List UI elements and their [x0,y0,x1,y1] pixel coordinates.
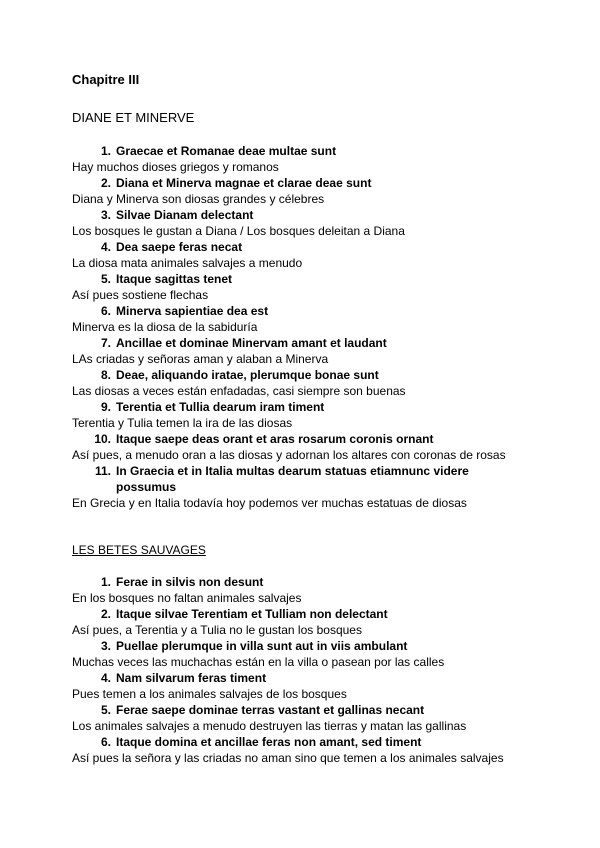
list-item [72,143,532,175]
latin-text: Ferae saepe dominae terras vastant et gallinas necant [116,703,425,717]
latin-sentence [72,367,532,383]
latin-sentence [72,670,532,686]
item-number: 11. [94,464,111,478]
item-number: 6. [100,735,111,749]
latin-text: Terentia et Tullia dearum iram timent [116,400,325,414]
item-number: 4. [100,671,111,685]
list-item [72,702,532,734]
list-item [72,574,532,606]
item-number: 4. [100,240,111,254]
latin-sentence [72,239,532,255]
latin-text: Itaque silvae Terentiam et Tulliam non delectant [116,607,388,621]
translation-text: LAs criadas y señoras aman y alaban a Minerva [72,352,329,366]
latin-text: Itaque domina et ancillae feras non amant, sed timent [116,735,422,749]
latin-text: Deae, aliquando iratae, plerumque bonae sunt [116,368,379,382]
latin-sentence [72,638,532,654]
latin-sentence [72,734,532,750]
item-number: 9. [100,400,111,414]
translation-text: Hay muchos dioses griegos y romanos [72,160,279,174]
item-number: 3. [100,639,111,653]
section-title-les-betes-sauvages: LES BETES SAUVAGES [72,543,206,557]
item-number: 2. [100,607,111,621]
latin-text: Itaque sagittas tenet [116,272,233,286]
item-number: 6. [100,304,111,318]
translation-text: Así pues, a Terentia y a Tulia no le gustan los bosques [72,623,362,637]
list-item [72,638,532,670]
list-item [72,271,532,303]
item-number: 10. [94,432,111,446]
list-item [72,431,532,463]
latin-sentence [72,606,532,622]
latin-sentence [72,303,532,319]
latin-sentence [72,335,532,351]
list-item [72,335,532,367]
item-number: 3. [100,208,111,222]
latin-sentence [72,207,532,223]
item-number: 8. [100,368,111,382]
translation-text: Los bosques le gustan a Diana / Los bosques deleitan a Diana [72,224,405,238]
latin-text: Silvae Dianam delectant [116,208,254,222]
latin-text: Puellae plerumque in villa sunt aut in viis ambulant [116,639,408,653]
translation-text: Minerva es la diosa de la sabiduría [72,320,258,334]
latin-sentence [72,271,532,287]
latin-text: Ancillae et dominae Minervam amant et laudant [116,336,387,350]
item-number: 2. [100,176,111,190]
latin-text: In Graecia et in Italia multas dearum statuas etiamnunc videre possumus [116,464,469,494]
latin-text: Diana et Minerva magnae et clarae deae sunt [116,176,372,190]
list-item [72,670,532,702]
sentence-list-diane [72,143,532,511]
latin-text: Dea saepe feras necat [116,240,243,254]
translation-text: Las diosas a veces están enfadadas, casi siempre son buenas [72,384,406,398]
list-item [72,606,532,638]
latin-text: Graecae et Romanae deae multae sunt [116,144,337,158]
list-item [72,175,532,207]
list-item [72,303,532,335]
item-number: 5. [100,272,111,286]
latin-sentence [72,574,532,590]
latin-sentence [72,431,532,447]
chapter-heading: Chapitre III [72,72,140,87]
section-title-diane-et-minerve: DIANE ET MINERVE [72,110,195,125]
item-number: 5. [100,703,111,717]
translation-text: La diosa mata animales salvajes a menudo [72,256,303,270]
latin-sentence [72,702,532,718]
translation-text: Muchas veces las muchachas están en la villa o pasean por las calles [72,655,445,669]
latin-sentence [72,175,532,191]
sentence-list-betes [72,574,532,766]
list-item [72,207,532,239]
latin-text: Itaque saepe deas orant et aras rosarum coronis ornant [116,432,434,446]
translation-text: Los animales salvajes a menudo destruyen las tierras y matan las gallinas [72,719,467,733]
list-item [72,734,532,766]
list-item [72,463,532,511]
translation-text: Diana y Minerva son diosas grandes y célebres [72,192,325,206]
latin-text: Minerva sapientiae dea est [116,304,269,318]
item-number: 1. [100,144,111,158]
translation-text: Pues temen a los animales salvajes de los bosques [72,687,347,701]
latin-sentence [72,463,532,495]
translation-text: Así pues, a menudo oran a las diosas y adornan los altares con coronas de rosas [72,448,506,462]
translation-text: En los bosques no faltan animales salvajes [72,591,302,605]
translation-text: Terentia y Tulia temen la ira de las diosas [72,416,293,430]
translation-text: En Grecia y en Italia todavía hoy podemos ver muchas estatuas de diosas [72,496,467,510]
latin-text: Nam silvarum feras timent [116,671,267,685]
latin-sentence [72,399,532,415]
latin-sentence [72,143,532,159]
translation-text: Así pues la señora y las criadas no aman sino que temen a los animales salvajes [72,751,504,765]
latin-text: Ferae in silvis non desunt [116,575,264,589]
translation-text: Así pues sostiene flechas [72,288,209,302]
item-number: 1. [100,575,111,589]
list-item [72,367,532,399]
item-number: 7. [100,336,111,350]
list-item [72,399,532,431]
list-item [72,239,532,271]
